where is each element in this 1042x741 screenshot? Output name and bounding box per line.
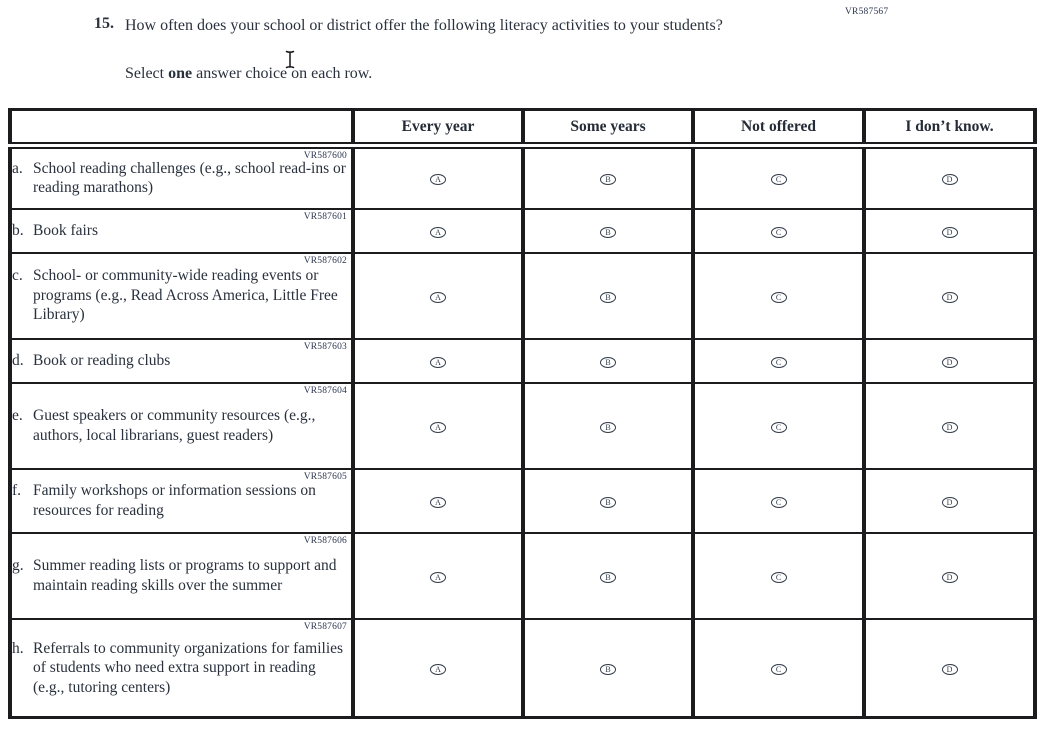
option-cell-not-offered (693, 253, 864, 339)
radio-option-c[interactable]: C (771, 357, 787, 368)
radio-option-d[interactable]: D (942, 227, 958, 238)
row-code: VR587601 (303, 211, 347, 222)
radio-option-c[interactable]: C (771, 292, 787, 303)
radio-option-a[interactable]: A (430, 422, 446, 433)
row-code: VR587604 (303, 385, 347, 396)
row-label-cell (10, 383, 353, 469)
option-cell-some-years (523, 209, 693, 253)
radio-option-b[interactable]: B (600, 497, 616, 508)
row-letter: f. (12, 482, 22, 499)
radio-option-a[interactable]: A (430, 227, 446, 238)
option-cell-some-years (523, 146, 693, 209)
row-label-cell (10, 253, 353, 339)
radio-option-b[interactable]: B (600, 292, 616, 303)
option-cell-some-years (523, 383, 693, 469)
option-cell-i-dont-know (864, 146, 1035, 209)
option-cell-not-offered (693, 469, 864, 533)
row-letter: h. (12, 639, 24, 657)
radio-option-a[interactable]: A (430, 357, 446, 368)
radio-option-b[interactable]: B (600, 227, 616, 238)
option-cell-every-year (353, 146, 523, 209)
row-label: School reading challenges (e.g., school read-ins or reading marathons) (33, 159, 346, 197)
option-cell-not-offered (693, 533, 864, 619)
option-cell-i-dont-know (864, 533, 1035, 619)
radio-option-a[interactable]: A (430, 664, 446, 675)
literacy-activities-table (8, 108, 1037, 719)
question-text: How often does your school or district offer the following literacy activities to your students? (125, 17, 723, 34)
radio-option-a[interactable]: A (430, 174, 446, 185)
option-cell-some-years (523, 253, 693, 339)
option-cell-i-dont-know (864, 383, 1035, 469)
radio-option-c[interactable]: C (771, 572, 787, 583)
row-label-cell (10, 469, 353, 533)
row-code: VR587606 (303, 535, 347, 546)
option-cell-every-year (353, 533, 523, 619)
instruction-prefix: Select (125, 65, 169, 82)
radio-option-d[interactable]: D (942, 357, 958, 368)
option-cell-not-offered (693, 209, 864, 253)
option-cell-every-year (353, 469, 523, 533)
column-header-every-year: Every year (353, 110, 523, 146)
radio-option-a[interactable]: A (430, 497, 446, 508)
radio-option-d[interactable]: D (942, 664, 958, 675)
option-cell-every-year (353, 383, 523, 469)
radio-option-a[interactable]: A (430, 572, 446, 583)
row-label-cell (10, 533, 353, 619)
option-cell-i-dont-know (864, 253, 1035, 339)
row-label: Referrals to community organizations for families of students who need extra support in reading (e.g., tutoring centers) (33, 639, 344, 696)
row-label: School- or community-wide reading events or programs (e.g., Read Across America, Little Free Library) (33, 267, 338, 324)
radio-option-b[interactable]: B (600, 422, 616, 433)
row-code: VR587600 (303, 151, 347, 161)
radio-option-d[interactable]: D (942, 174, 958, 185)
radio-option-b[interactable]: B (600, 357, 616, 368)
table-row (10, 253, 1035, 339)
column-header-not-offered: Not offered (693, 110, 864, 146)
option-cell-every-year (353, 209, 523, 253)
radio-option-a[interactable]: A (430, 292, 446, 303)
row-letter: d. (12, 351, 24, 369)
option-cell-i-dont-know (864, 339, 1035, 383)
option-cell-every-year (353, 339, 523, 383)
table-row (10, 339, 1035, 383)
radio-option-c[interactable]: C (771, 497, 787, 508)
option-cell-every-year (353, 253, 523, 339)
option-cell-not-offered (693, 619, 864, 718)
table-row (10, 383, 1035, 469)
row-label: Summer reading lists or programs to support and maintain reading skills over the summer (33, 557, 337, 594)
row-letter: a. (12, 159, 23, 177)
question-number: 15. (94, 15, 114, 32)
option-cell-not-offered (693, 339, 864, 383)
column-header-some-years: Some years (523, 110, 693, 146)
row-label: Guest speakers or community resources (e.g., authors, local librarians, guest readers) (33, 407, 316, 444)
option-cell-every-year (353, 619, 523, 718)
table-row (10, 533, 1035, 619)
radio-option-d[interactable]: D (942, 497, 958, 508)
table-row (10, 619, 1035, 718)
row-label-cell (10, 209, 353, 253)
row-code: VR587603 (303, 341, 347, 352)
row-letter: b. (12, 221, 24, 239)
table-row (10, 209, 1035, 253)
table-row (10, 146, 1035, 209)
radio-option-c[interactable]: C (771, 174, 787, 185)
option-cell-some-years (523, 533, 693, 619)
row-label-cell (10, 339, 353, 383)
row-code: VR587605 (303, 471, 347, 482)
radio-option-d[interactable]: D (942, 422, 958, 433)
option-cell-i-dont-know (864, 209, 1035, 253)
row-label-cell (10, 146, 353, 209)
instruction-bold-word: one (168, 65, 193, 82)
option-cell-some-years (523, 619, 693, 718)
radio-option-b[interactable]: B (600, 572, 616, 583)
column-header-i-dont-know: I don’t know. (864, 110, 1035, 146)
option-cell-not-offered (693, 146, 864, 209)
row-label: Book or reading clubs (33, 351, 171, 369)
row-letter: c. (12, 267, 23, 285)
radio-option-c[interactable]: C (771, 422, 787, 433)
radio-option-c[interactable]: C (771, 227, 787, 238)
radio-option-b[interactable]: B (600, 664, 616, 675)
row-code: VR587602 (303, 255, 347, 266)
option-cell-some-years (523, 469, 693, 533)
row-letter: g. (12, 557, 24, 574)
table-row (10, 469, 1035, 533)
option-cell-i-dont-know (864, 619, 1035, 718)
row-code: VR587607 (303, 621, 347, 632)
option-cell-not-offered (693, 383, 864, 469)
row-letter: e. (12, 407, 23, 424)
form-code: VR587567 (845, 7, 889, 17)
row-label: Family workshops or information sessions on resources for reading (33, 482, 316, 519)
radio-option-c[interactable]: C (771, 664, 787, 675)
instruction-text (125, 65, 372, 83)
row-label: Book fairs (33, 221, 99, 239)
header-empty-cell (10, 110, 353, 146)
option-cell-some-years (523, 339, 693, 383)
radio-option-b[interactable]: B (600, 174, 616, 185)
text-cursor-ibeam (284, 50, 296, 69)
option-cell-i-dont-know (864, 469, 1035, 533)
instruction-suffix: answer choice on each row. (192, 65, 373, 82)
radio-option-d[interactable]: D (942, 572, 958, 583)
radio-option-d[interactable]: D (942, 292, 958, 303)
row-label-cell (10, 619, 353, 718)
header-row (10, 110, 1035, 146)
